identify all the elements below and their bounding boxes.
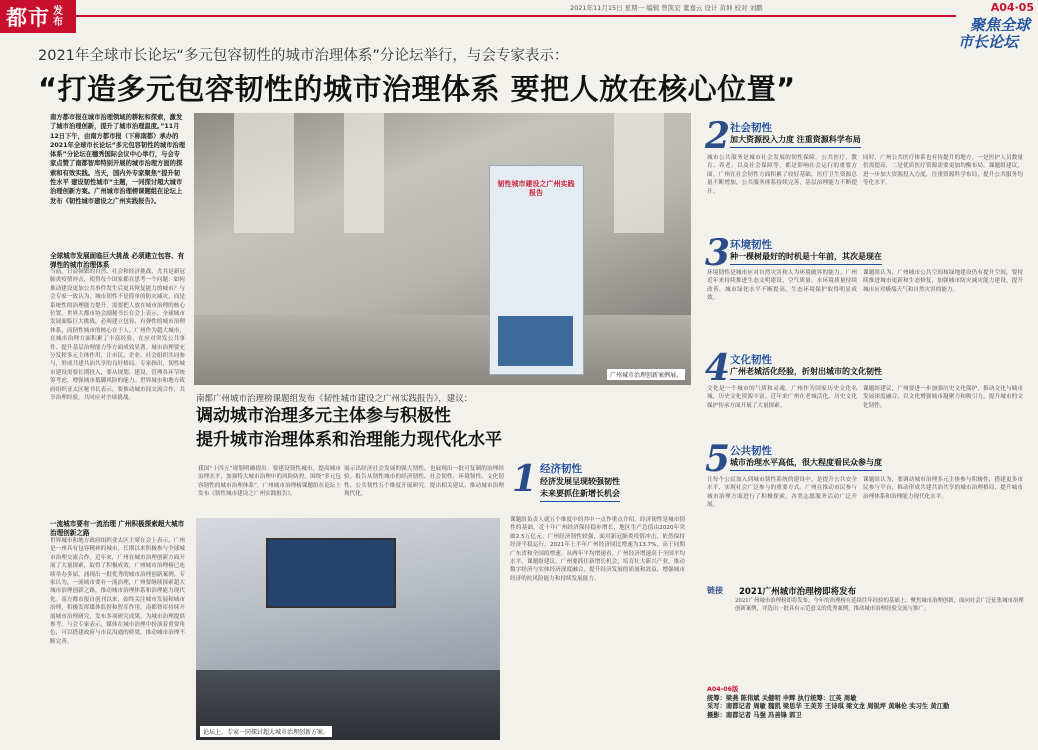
stamp-line-1: 聚焦全球 — [969, 16, 1030, 34]
photo-light — [234, 113, 294, 233]
section-5-sub: 城市治理水平高低，很大程度看民众参与度 — [730, 457, 882, 471]
sidebar-body: 2021广州城市治理榜即将发布。今年的治理榜在延续往年经验的基础上，聚焦城市治理创新，面向社会广泛征集城市治理创新案例，评选出一批具有示范意义的优秀案例，推动城市治理经验交流与推广。 — [735, 598, 1024, 612]
main-photo-caption: 广州城市治理创新案例展。 — [607, 369, 685, 380]
section-4-body-b: 课题组建议，广州要进一步加强历史文化保护，推动文化与城市发展深度融合，以文化增强城市凝聚力和吸引力，提升城市的文化韧性。 — [863, 386, 1023, 409]
top-rule — [76, 15, 956, 17]
side-title-2: 一流城市要有一流治理 广州积极探索超大城市治理创新之路 — [50, 520, 185, 537]
section-4-sub: 广州老城活化经验，折射出城市的文化韧性 — [730, 366, 882, 380]
article-headline: “打造多元包容韧性的城市治理体系 要把人放在核心位置” — [38, 72, 796, 106]
sidebar-title: 2021广州城市治理榜即将发布 — [739, 587, 857, 597]
section-5-body-a: 让每个公民加入到城市韧性系统的建设中，是提升公共安全水平、实现社会广泛参与的重要方式。广州在推动市民参与城市治理方面进行了积极探索，各类志愿服务活动广泛开展。 — [707, 477, 857, 509]
logo-text: 都市 — [6, 5, 50, 30]
dateline-text: 2021年11月15日 星期一 编辑 曾凯宏 董嘉云 设计 黄坤 校对 刘鹏 — [570, 4, 763, 12]
credits-line-2: 采写：南都记者 周敏 魏凯 梁思华 王美芳 王诗琪 梁文龙 周锐坪 黄琳伦 实习生 黄江勤 — [707, 703, 950, 710]
sidebar-label: 链接 — [707, 586, 723, 595]
stamp-line-2: 市长论坛 — [957, 33, 1018, 51]
section-4-title: 文化韧性 — [730, 354, 772, 366]
section-1-body: 课题组负责人就五个维度中的其中一点作重点介绍。经济韧性是城市韧性的基础。近十年广州经济保持稳步增长，地区生产总值由2020年突破2.5万亿元。广州经济韧性较强，面对新冠肺炎疫情冲击，依然保持经济平稳运行。2021年上半年广州经济同比增速为13.7%，高于同期广东省和全国的增速。从两年平均增速看，广州经济增速高于全国平均水平。课题组建议，广州要抓住新增长机会，培育壮大新兴产业，推动数字经济与实体经济深度融合，提升经济发展的质量和效益，增强城市经济的抗风险能力和持续发展能力。 — [510, 517, 685, 582]
report-headline — [196, 404, 696, 452]
board-title: 韧性城市建设之广州实践报告 — [497, 180, 575, 197]
forum-photo — [196, 518, 500, 740]
section-1-sub-1: 经济发展呈现较强韧性 — [540, 477, 620, 486]
credits-line-3: 摄影：南都记者 马强 冯善锋 郭卫 — [707, 711, 802, 719]
forum-screen — [266, 538, 396, 608]
photo-light — [614, 113, 664, 233]
photo-light — [344, 113, 384, 233]
section-3-title: 环境韧性 — [730, 239, 772, 251]
link-sidebar — [707, 585, 1023, 633]
masthead-logo — [0, 0, 76, 33]
section-3-body-a: 环境韧性是城市应对自然灾害和人为环境破坏的能力。广州近年来持续推进生态文明建设，空气质量、水环境质量持续改善，城市绿化水平不断提高，生态环境保护取得明显成效。 — [707, 270, 857, 302]
section-5-number: 5 — [705, 438, 731, 480]
credits-line-1: 统筹：梁燕 陈伟斌 关健明 申辉 执行统筹：江英 周敏 — [707, 694, 857, 702]
report-subtitle: 南都广州城市治理榜课题组发布《韧性城市建设之广州实践报告》，建议： — [196, 394, 473, 404]
forum-photo-caption: 论坛上，专家一同探讨超大城市治理创新方案。 — [200, 726, 332, 737]
section-2-body-b: 同时，广州公共医疗体系也有待提升的地方。一是医护人员数量仍需提高，二是优质医疗资源需要更加均衡布局。课题组建议，进一步加大资源投入力度，注重资源科学布局，提升公共服务均等化水平。 — [863, 155, 1023, 187]
logo-tag: 发布 — [53, 5, 63, 28]
section-2-title: 社会韧性 — [730, 122, 772, 134]
dateline — [570, 3, 763, 12]
article-subtitle: 2021年全球市长论坛“多元包容韧性的城市治理体系”分论坛举行，与会专家表示： — [38, 48, 569, 64]
side-title-1: 全球城市发展面临巨大挑战 必须建立包容、有弹性的城市治理体系 — [50, 252, 185, 269]
report-body-col-1: 我国“十四五”规划明确提出：要建设韧性城市，提高城市治理水平，加强特大城市治理中的风险防控。围绕“多元包容韧性的城市治理体系”，广州城市治理榜课题组在论坛上发布《韧性城市建设之广州实践报告》。 — [198, 466, 341, 498]
report-headline-line-1: 调动城市治理多元主体参与积极性 — [196, 406, 451, 426]
masthead — [0, 0, 1038, 51]
section-5-title: 公共韧性 — [730, 445, 772, 457]
page-number: A04·05 — [990, 1, 1034, 14]
side-body-2: 世界城市和地方政府组织亚太区主席在会上表示，广州是一座具有包容精神的城市，长期以来积极参与全球城市治理交流合作。近年来，广州在城市治理创新方面开展了大量探索，取得了积极成效。广州城市治理榜已连续举办多届，涌现出一批优秀的城市治理创新案例。专家认为，一流城市要有一流治理，广州要继续探索超大城市治理创新之路，推动城市治理体系和治理能力现代化。南方都市报自创刊以来，始终关注城市发展和城市治理，积极发挥媒体监督和智库作用。南都智库持续开展城市治理研究，发布多项研究成果，为城市治理提供参考。与会专家表示，媒体在城市治理中扮演着重要角色，可以搭建政府与市民沟通的桥梁，推动城市治理不断完善。 — [50, 538, 185, 645]
report-body-col-2: 展示出经济社会发展的强大韧性，也展现出一批可复制的治理经验。报告从韧性城市的经济韧性、社会韧性、环境韧性、文化韧性、公共韧性五个维度开展研究，提出相关建议，推动城市治理现代化。 — [344, 466, 504, 498]
credits-pages: A04-06版 — [707, 686, 739, 693]
section-4-body-a: 文化是一个城市的气质和灵魂。广州作为国家历史文化名城，历史文化资源丰富。近年来广州在老城活化、历史文化保护传承方面开展了大量探索。 — [707, 386, 857, 409]
side-body-1: 当前，日益频繁的自然、社会和经济挑战，尤其是新冠肺炎疫情冲击，使得每个国家都在思考一个问题：如何推动建设更加公共事件发生后更具恢复能力的城市？与会专家一致认为，城市韧性不是简单的防灾减灾，而是系统性的治理能力提升，需要把人放在城市治理的核心位置。世界大都市协会副秘书长在会上表示，全球城市发展面临巨大挑战，必须建立包容、有弹性的城市治理体系，而韧性城市的核心在于人。广州作为超大城市，在城市治理方面积累了丰富经验，在应对突发公共事件、提升基层治理能力等方面成效显著。城市治理要充分发挥多元主体作用，让市民、企业、社会组织共同参与，形成共建共治共享的良好格局。专家指出，韧性城市建设需要长期投入，要从规划、建设、管理各环节统筹考虑，增强城市抵御风险的能力。世界城市和地方政府组织亚太区秘书长表示，要推动城市间交流合作，共享治理经验，共同应对全球挑战。 — [50, 269, 185, 402]
exhibit-board — [489, 165, 584, 375]
section-2-sub: 加大资源投入力度 注重资源科学布局 — [730, 134, 861, 148]
section-2-body-a: 城市公共服务是城市社会发展的韧性保障。公共医疗、教育、养老，以及社会保障等，都是影响社会运行的重要方面。广州在社会韧性方面积累了较好基础，医疗卫生资源总量不断增加，公共服务体系持续完善，基层治理能力不断提升。 — [707, 155, 857, 195]
main-photo — [194, 113, 691, 385]
report-headline-line-2: 提升城市治理体系和治理能力现代化水平 — [196, 430, 502, 450]
section-1-number: 1 — [512, 458, 538, 500]
section-stamp — [930, 17, 1030, 57]
section-3-number: 3 — [705, 232, 731, 274]
section-1-title: 经济韧性 — [540, 463, 582, 475]
article-lead: 南方都市报在城市治理领域的耕耘和探索，激发了城市治理创新，提升了城市治理温度。”11月12日下午，由南方都市报（下称南都）承办的2021年全球市长论坛“多元包容韧性的城市治理体系”分论坛在穗秀国际会议中心举行，与会专家点赞了南都智库特别开展的城市治理方面的探索和有效实践。当天，国内外专家聚焦“提升韧性水平 建设韧性城市”主题，一同探讨超大城市治理创新方案。广州城市治理榜课题组在论坛上发布《韧性城市建设之广州实践报告》。 — [50, 114, 186, 205]
section-2-number: 2 — [705, 115, 731, 157]
section-3-body-b: 课题组认为，广州城市公共空间和绿地建设仍有提升空间，要持续推进城市更新和生态修复，加强城市防灾减灾能力建设，提升城市应对极端天气和自然灾害的能力。 — [863, 270, 1023, 293]
section-1-sub-2: 未来要抓住新增长机会 — [540, 488, 620, 502]
board-panel — [498, 316, 573, 366]
section-4-number: 4 — [705, 347, 731, 389]
section-3-sub: 种一棵树最好的时机是十年前，其次是现在 — [730, 251, 882, 265]
credits — [707, 686, 1023, 720]
section-5-body-b: 课题组认为，要调动城市治理多元主体参与积极性，搭建更多市民参与平台，推动形成共建共治共享的城市治理格局，提升城市治理体系和治理能力现代化水平。 — [863, 477, 1023, 500]
